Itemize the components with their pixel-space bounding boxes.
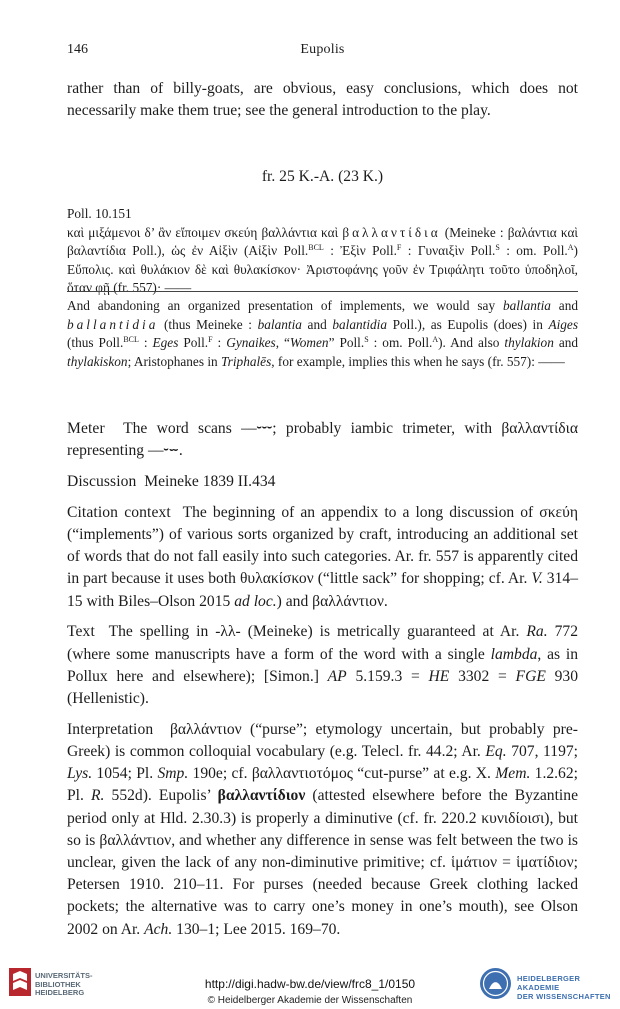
translation-text: And abandoning an organized presentation of implements, we would say ballantia and ballantidia (thus Meineke : balantia and balantidia Poll.), as Eupolis (does) in Aiges (thus Poll.$^{BCL}$ : Eges Poll.$^F$ : Gynaikes, “Women” Poll.$^S$ : om. Poll.$^A$). And also thylakion and thylakiskon; Aristophanes in Triphalēs, for example, implies this when he says (fr. 557): ——	[67, 298, 579, 369]
university-library-name: UNIVERSITÄTS- BIBLIOTHEK HEIDELBERG	[35, 971, 93, 998]
permalink[interactable]: http://digi.hadw-bw.de/view/frc8_1/0150	[204, 977, 416, 991]
academy-seal-icon[interactable]	[479, 967, 512, 1000]
section-label: Discussion	[67, 473, 137, 490]
academy-name: HEIDELBERGER AKADEMIE DER WISSENSCHAFTEN	[517, 974, 611, 1001]
page-number: 146	[67, 42, 88, 57]
section-label: Interpretation	[67, 720, 154, 738]
divider	[67, 291, 578, 292]
section-label: Citation context	[67, 503, 171, 521]
section-label: Text	[67, 623, 95, 641]
interpretation-section: Interpretation βαλλάντιον (“purse”; etymology uncertain, but probably pre-Greek) is common colloquial vocabulary (e.g. Telecl. fr. 44.2; Ar. Eq. 707, 1197; Lys. 1054; Pl. Smp. 190e; cf. βαλλαντιοτόμος “cut-purse” at e.g. X. Mem. 1.2.62; Pl. R. 552d). Eupolis’ βαλλαντίδιον (attested elsewhere before the Byzantine period only at Hld. 2.30.3) is properly a diminutive (cf. fr. 220.2 κυνιδίοισι), but so is βαλλάντιον, and whether any difference in sense was felt between the two is unclear, given the lack of any non-diminutive primitive; cf. ἱμάτιον = ἱματίδιον; Petersen 1910. 210–11. For purses (needed because Greek clothing lacked pockets; the alternative was to carry one’s money in one’s mouth), see Olson 2002 on Ar. Ach. 130–1; Lee 2015. 169–70.	[67, 720, 578, 938]
running-title: Eupolis	[300, 42, 345, 57]
copyright-notice: © Heidelberger Akademie der Wissenschaften	[207, 995, 413, 1006]
text-section: Text The spelling in -λλ- (Meineke) is metrically guaranteed at Ar. Ra. 772 (where some manuscripts have a form of the word with a single lambda, as in Pollux here and elsewhere); [Simon.] AP 5.159.3 = HE 3302 = FGE 930 (Hellenistic).	[67, 623, 578, 708]
meter-section: Meter The word scans ––⏑⏑⏑; probably iambic trimeter, with βαλλαντίδια representing ––⏑⏖.	[67, 420, 578, 460]
greek-passage: καὶ μιξάμενοι δ’ ἂν εἴποιμεν σκεύη βαλλάντια καὶ βαλλαντίδια (Meineke : βαλάντια καὶ βαλαντίδια Poll.), ὡς ἐν Αἰξὶν (Αἰξὶν Poll.$^{BCL}$ : Ἐξὶν Poll.$^F$ : Γυναιξὶν Poll.$^S$ : om. Poll.$^A$) Εὔπολις. καὶ θυλάκιον δὲ καὶ θυλακίσκον· Ἀριστοφάνης γοῦν ἐν Τριφάλητι τοῦτο ὑποδηλοῖ, ὅταν φῇ (fr. 557)· ——	[67, 224, 578, 296]
section-label: Meter	[67, 420, 105, 437]
fragment-title: fr. 25 K.-A. (23 K.)	[261, 168, 384, 185]
page-footer	[0, 962, 620, 1009]
commentary	[67, 418, 578, 949]
discussion-section: Discussion Meineke 1839 II.434	[67, 473, 276, 490]
source-reference: Poll. 10.151	[67, 206, 132, 221]
greek-source-text	[67, 205, 578, 298]
citation-context-section: Citation context The beginning of an appendix to a long discussion of σκεύη (“implements”) of various sorts organized by craft, introducing an additional set of words that do not fall easily into such categories. Ar. fr. 557 is apparently cited in part because it uses both θυλακίσκον (“little sack” for shopping; cf. Ar. V. 314–15 with Biles–Olson 2015 ad loc.) and βαλλάντιον.	[67, 503, 578, 610]
intro-paragraph: rather than of billy-goats, are obvious, easy conclusions, which does not necessarily make them true; see the general introduction to the play.	[67, 80, 578, 119]
